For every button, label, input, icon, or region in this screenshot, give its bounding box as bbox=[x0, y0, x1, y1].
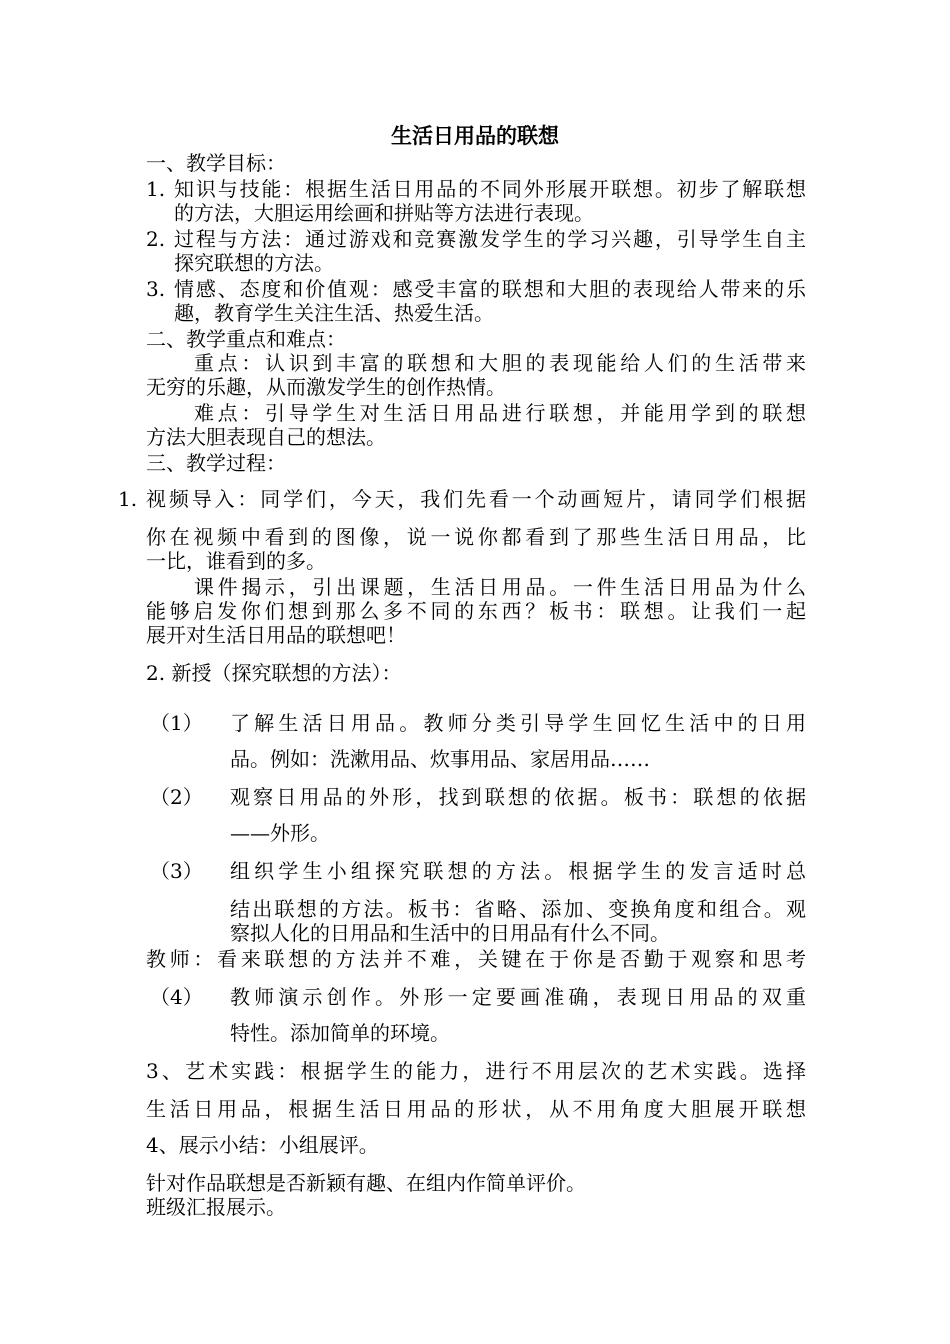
substep-text: 特性。添加简单的环境。 bbox=[230, 1021, 450, 1045]
step-number: 1. bbox=[118, 487, 138, 511]
section-heading-process: 三、教学过程： bbox=[146, 451, 286, 475]
objective-text: 情感、态度和价值观：感受丰富的联想和大胆的表现给人带来的乐 bbox=[174, 277, 806, 301]
step-text: 视频导入：同学们，今天，我们先看一个动画短片，请同学们根据 bbox=[146, 487, 806, 511]
step-text: 能够启发你们想到那么多不同的东西？板书：联想。让我们一起 bbox=[146, 599, 806, 623]
section-heading-key-points: 二、教学重点和难点： bbox=[146, 327, 346, 351]
step-text: 你在视频中看到的图像，说一说你都看到了那些生活日用品，比 bbox=[146, 525, 806, 549]
step-text: 班级汇报展示。 bbox=[146, 1195, 286, 1219]
substep-text: 品。例如：洗漱用品、炊事用品、家居用品…… bbox=[230, 747, 650, 771]
difficulty-text: 难点：引导学生对生活日用品进行联想，并能用学到的联想 bbox=[194, 401, 806, 425]
substep-text: 组织学生小组探究联想的方法。根据学生的发言适时总 bbox=[230, 859, 806, 883]
difficulty-text: 方法大胆表现自己的想法。 bbox=[146, 425, 386, 449]
objective-text: 探究联想的方法。 bbox=[174, 251, 334, 275]
section-heading-objectives: 一、教学目标： bbox=[146, 151, 286, 175]
substep-text: 结出联想的方法。板书：省略、添加、变换角度和组合。观 bbox=[230, 897, 806, 921]
substep-label: （3） bbox=[150, 859, 203, 883]
objective-text: 的方法，大胆运用绘画和拼贴等方法进行表现。 bbox=[174, 201, 594, 225]
key-point-text: 重点：认识到丰富的联想和大胆的表现能给人们的生活带来 bbox=[194, 351, 806, 375]
objective-number: 3. bbox=[146, 277, 166, 301]
step-text: 3、艺术实践：根据学生的能力，进行不用层次的艺术实践。选择 bbox=[146, 1059, 806, 1083]
step-text: 展开对生活日用品的联想吧！ bbox=[146, 623, 406, 647]
step-text: 生活日用品，根据生活日用品的形状，从不用角度大胆展开联想 bbox=[146, 1097, 806, 1121]
objective-number: 2. bbox=[146, 227, 166, 251]
document-title: 生活日用品的联想 bbox=[391, 123, 559, 148]
step-heading: 2. 新授（探究联想的方法）： bbox=[146, 661, 402, 685]
objective-text: 过程与方法：通过游戏和竞赛激发学生的学习兴趣，引导学生自主 bbox=[174, 227, 806, 251]
substep-text: ——外形。 bbox=[230, 821, 330, 845]
step-text: 课件揭示，引出课题，生活日用品。一件生活日用品为什么 bbox=[194, 575, 806, 599]
step-text: 一比，谁看到的多。 bbox=[146, 549, 326, 573]
substep-text: 了解生活日用品。教师分类引导学生回忆生活中的日用 bbox=[230, 711, 806, 735]
substep-label: （2） bbox=[150, 785, 203, 809]
substep-label: （1） bbox=[150, 711, 203, 735]
objective-text: 知识与技能：根据生活日用品的不同外形展开联想。初步了解联想 bbox=[174, 177, 806, 201]
step-text: 4、展示小结：小组展评。 bbox=[146, 1133, 379, 1157]
objective-number: 1. bbox=[146, 177, 166, 201]
step-text: 针对作品联想是否新颖有趣、在组内作简单评价。 bbox=[146, 1171, 586, 1195]
substep-text: 察拟人化的日用品和生活中的日用品有什么不同。 bbox=[230, 921, 670, 945]
teacher-note: 教师：看来联想的方法并不难，关键在于你是否勤于观察和思考 bbox=[146, 947, 806, 971]
substep-text: 观察日用品的外形，找到联想的依据。板书：联想的依据 bbox=[230, 785, 806, 809]
objective-text: 趣，教育学生关注生活、热爱生活。 bbox=[174, 301, 494, 325]
substep-text: 教师演示创作。外形一定要画准确，表现日用品的双重 bbox=[230, 985, 806, 1009]
key-point-text: 无穷的乐趣，从而激发学生的创作热情。 bbox=[146, 375, 506, 399]
substep-label: （4） bbox=[150, 985, 203, 1009]
